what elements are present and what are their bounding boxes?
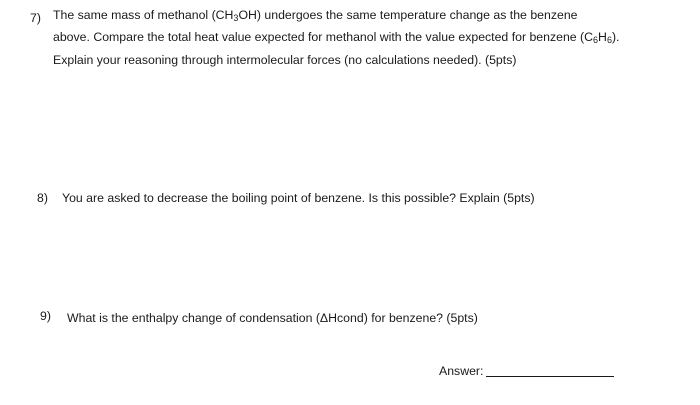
question-8-text: You are asked to decrease the boiling point of benzene. Is this possible? Explain (5pts) [62,191,535,205]
q7-line1-sub: 3 [233,13,239,23]
question-7-line-2 [53,30,619,45]
q7-line1-text-b: OH) undergoes the same temperature change as the benzene [238,8,578,22]
question-7-line-1 [53,8,578,23]
question-9-number: 9) [40,309,51,323]
answer-label: Answer: [439,364,484,378]
q7-line1-text-a: The same mass of methanol (CH [53,8,234,22]
question-7-number: 7) [30,11,41,25]
q7-line2-text-c: ). [611,30,620,44]
question-8-number: 8) [37,191,48,205]
q7-line2-text-a: above. Compare the total heat value expected for methanol with the value expected for benzene (C [53,30,594,44]
q7-line2-sub-1: 6 [593,35,599,45]
q7-line2-sub-2: 6 [606,35,612,45]
question-7-line-3: Explain your reasoning through intermolecular forces (no calculations needed). (5pts) [53,53,517,67]
answer-blank-line[interactable] [486,376,614,377]
q7-line2-text-b: H [598,30,607,44]
question-9-text: What is the enthalpy change of condensation (ΔHcond) for benzene? (5pts) [67,311,478,325]
